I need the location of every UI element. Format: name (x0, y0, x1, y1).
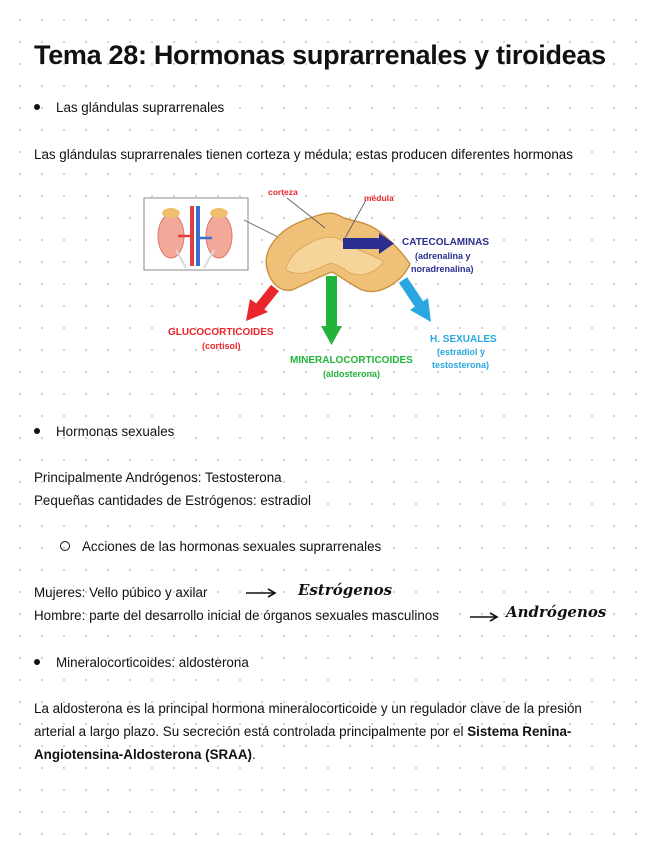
label-catecolaminas: CATECOLAMINAS (402, 237, 490, 248)
arrow-glucocorticoides (246, 288, 275, 321)
sub-bullet-circle (60, 541, 70, 551)
adrenal-hormones-diagram (140, 180, 520, 385)
bullet-mineral-label: Mineralocorticoides: aldosterona (56, 655, 249, 670)
sexual-line-estrogens: Pequeñas cantidades de Estrógenos: estradiol (34, 493, 311, 508)
bullet-adrenal-label: Las glándulas suprarrenales (56, 100, 225, 115)
label-glucocorticoides-sub: (cortisol) (202, 341, 241, 351)
bullet-dot (34, 428, 40, 434)
aldosterone-paragraph (34, 697, 624, 766)
aldosterone-paragraph-text: La aldosterona es la principal hormona mineralocorticoide y un regulador clave de la presión arterial a largo plazo. Su secreción está controlada principalmente por el (34, 701, 582, 739)
bullet-mineralocorticoids (34, 655, 249, 670)
label-catecolaminas-sub1: (adrenalina y (415, 251, 471, 261)
women-effects-text: Mujeres: Vello púbico y axilar (34, 585, 208, 600)
sub-bullet-actions (60, 539, 381, 554)
arrow-right-icon (468, 610, 502, 624)
bullet-adrenal-glands (34, 100, 224, 115)
handwritten-estrogenos: Estrógenos (298, 581, 393, 599)
bullet-dot (34, 659, 40, 665)
label-medula: médula (364, 193, 394, 203)
label-sexuales-sub2: testosterona) (432, 360, 490, 370)
men-effects-text: Hombre: parte del desarrollo inicial de órganos sexuales masculinos (34, 608, 439, 623)
bullet-dot (34, 104, 40, 110)
bullet-sexual-hormones (34, 424, 174, 439)
label-mineralocorticoides: MINERALOCORTICOIDES (290, 355, 413, 366)
sub-bullet-actions-label: Acciones de las hormonas sexuales suprarrenales (82, 539, 382, 554)
label-sexuales: H. SEXUALES (430, 334, 497, 345)
arrow-right-icon (244, 586, 280, 600)
label-glucocorticoides: GLUCOCORTICOIDES (168, 327, 274, 338)
bullet-sexual-label: Hormonas sexuales (56, 424, 175, 439)
label-mineralocorticoides-sub: (aldosterona) (323, 369, 381, 379)
sraa-bold-text: Sistema Renina-Angiotensina-Aldosterona (SRAA) (34, 724, 572, 762)
label-sexuales-sub1: (estradiol y (437, 347, 486, 357)
handwritten-androgenos: Andrógenos (506, 603, 607, 621)
arrow-mineralocorticoides (321, 276, 342, 345)
aldosterone-paragraph-end: . (251, 747, 256, 762)
label-corteza: corteza (268, 187, 298, 197)
adrenal-gland-illustration (266, 213, 410, 291)
page-title: Tema 28: Hormonas suprarrenales y tiroideas (34, 40, 606, 70)
label-catecolaminas-sub2: noradrenalina) (411, 264, 474, 274)
arrow-sexuales (403, 280, 431, 322)
adrenal-intro-text: Las glándulas suprarrenales tienen corteza y médula; estas producen diferentes hormonas (34, 147, 573, 162)
sexual-line-androgens: Principalmente Andrógenos: Testosterona (34, 470, 282, 485)
